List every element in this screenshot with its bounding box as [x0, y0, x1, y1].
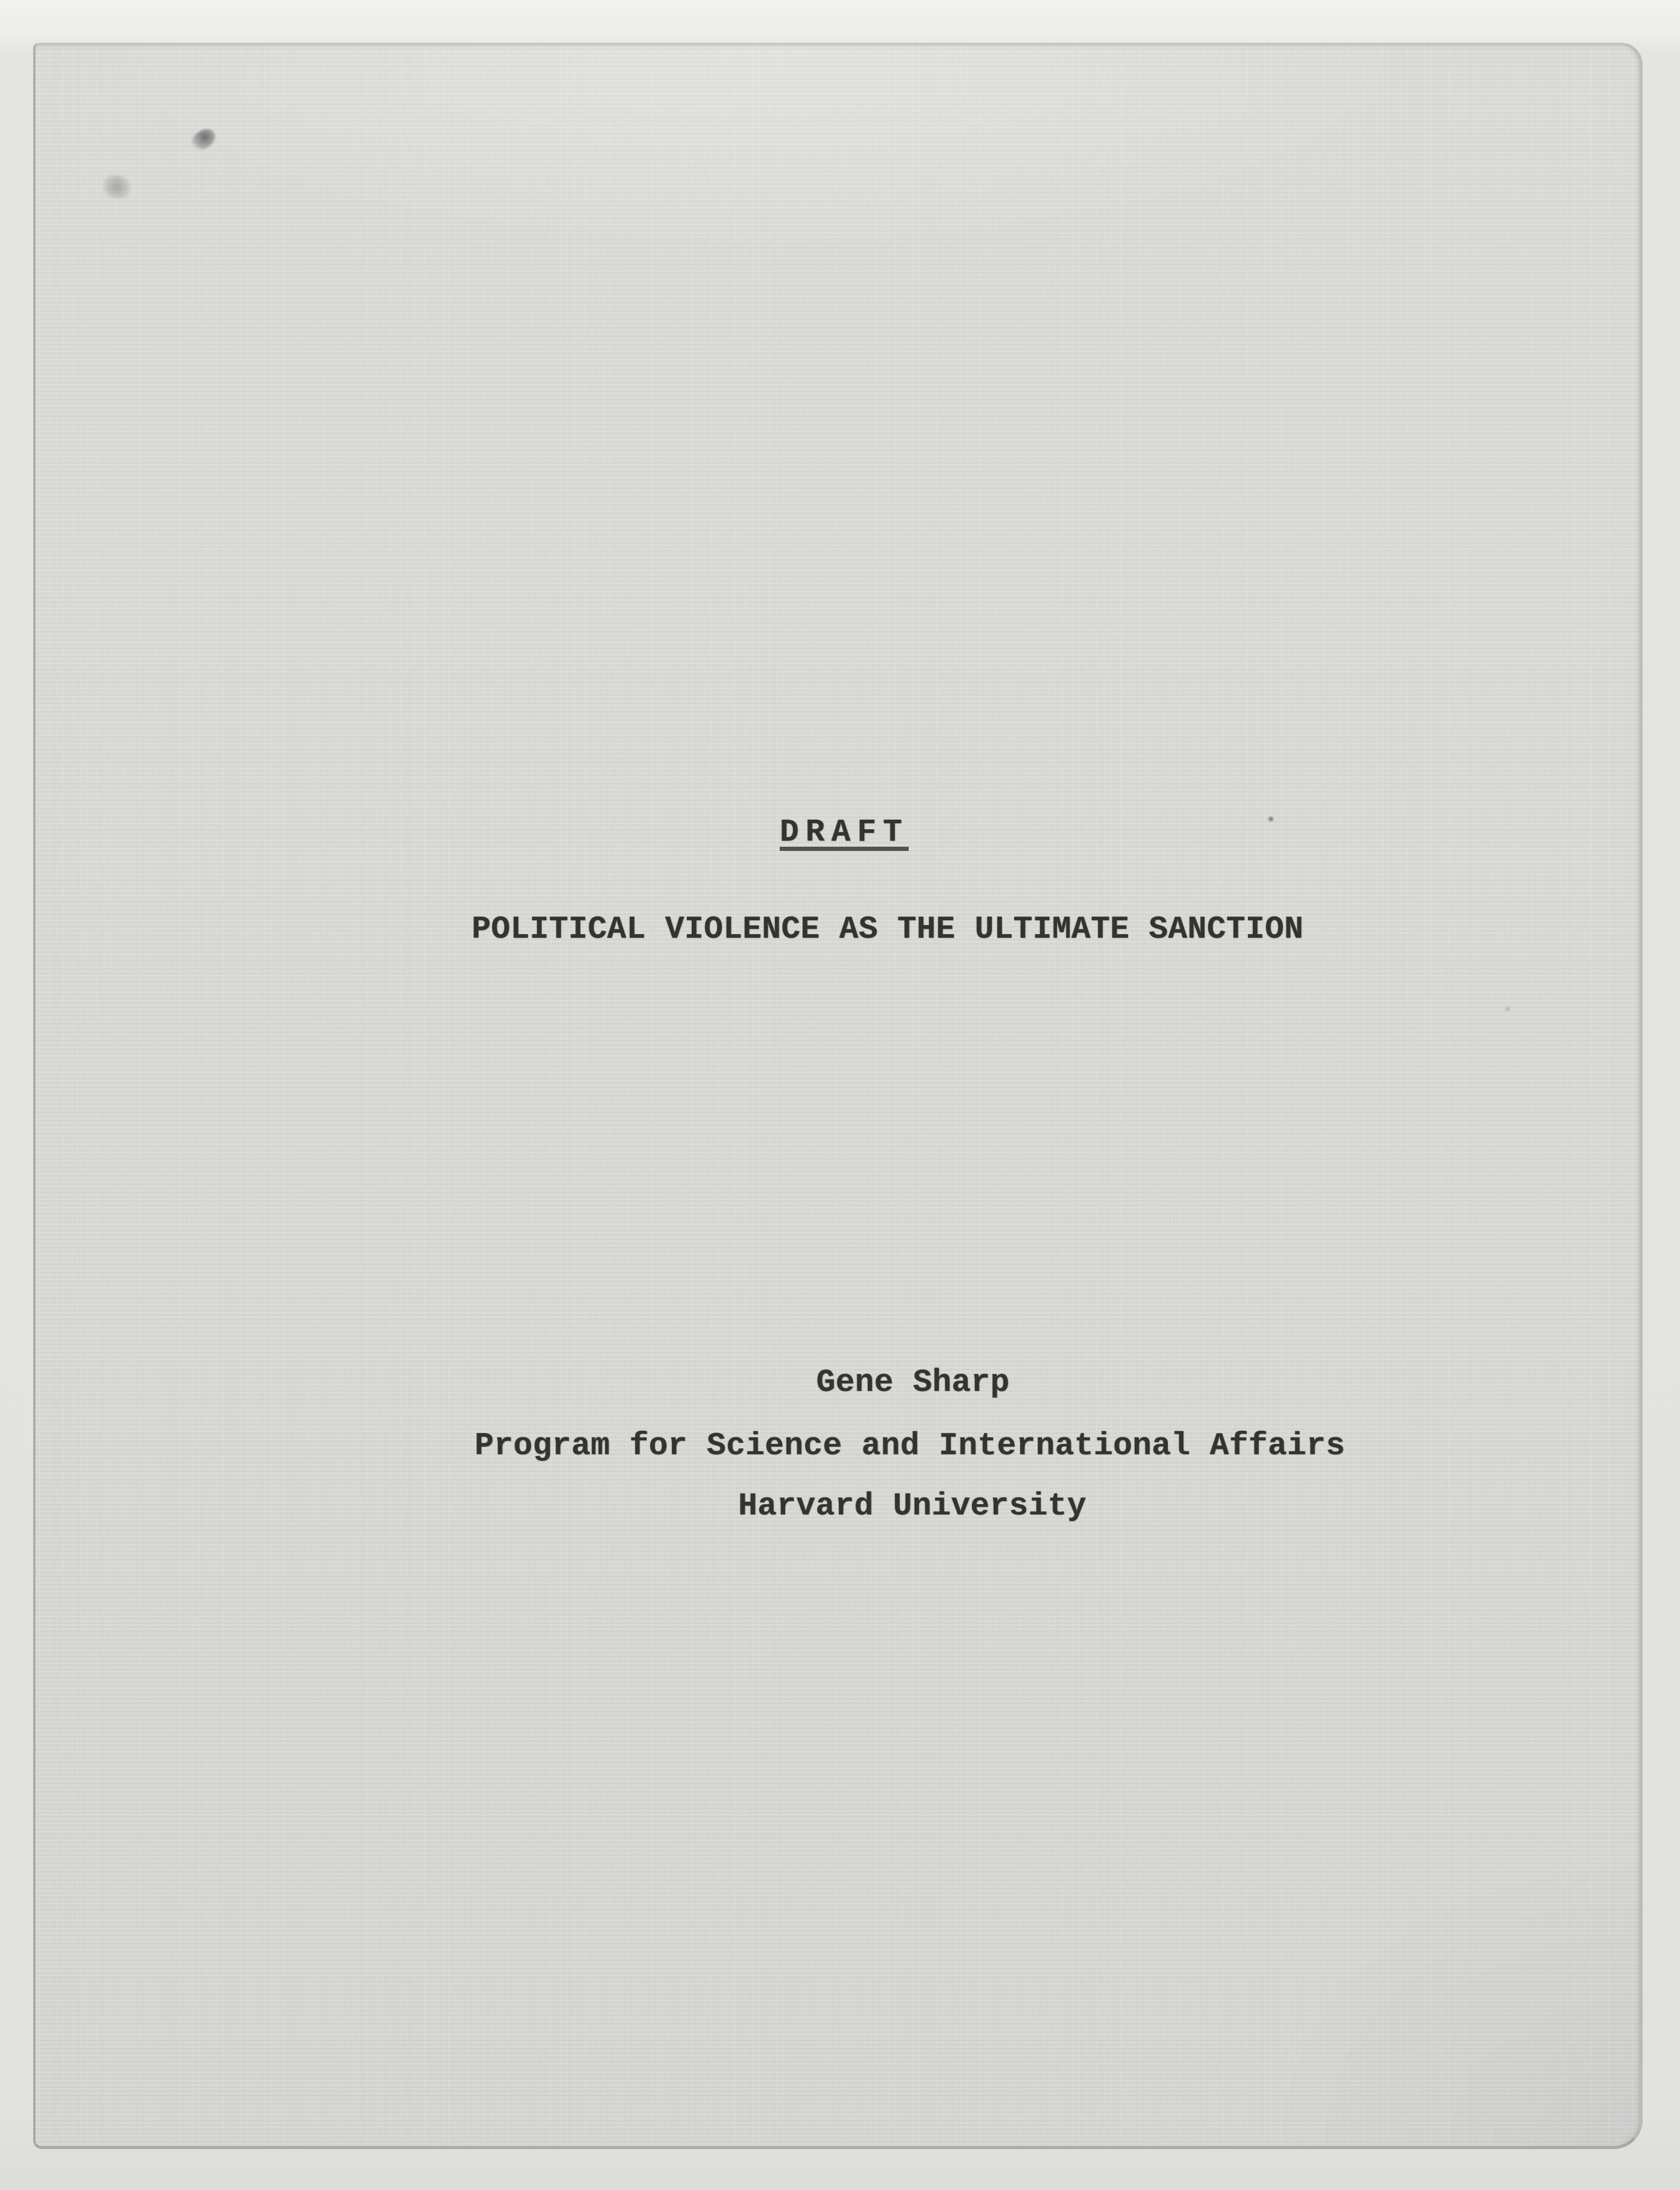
ink-speck-right-of-draft — [1267, 816, 1274, 822]
ink-speck-mid-right — [1505, 1006, 1511, 1012]
ink-speck-top-left — [187, 125, 219, 155]
document-title: POLITICAL VIOLENCE AS THE ULTIMATE SANCTION — [471, 911, 1304, 947]
affiliation-program: Program for Science and International Affairs — [474, 1428, 1346, 1464]
smudge-top-left — [99, 171, 135, 203]
affiliation-university: Harvard University — [738, 1488, 1086, 1524]
draft-label — [780, 814, 909, 851]
author-name: Gene Sharp — [816, 1364, 1010, 1401]
draft-label-text: DRAFT — [780, 814, 909, 850]
paper-sheet — [33, 43, 1643, 2149]
